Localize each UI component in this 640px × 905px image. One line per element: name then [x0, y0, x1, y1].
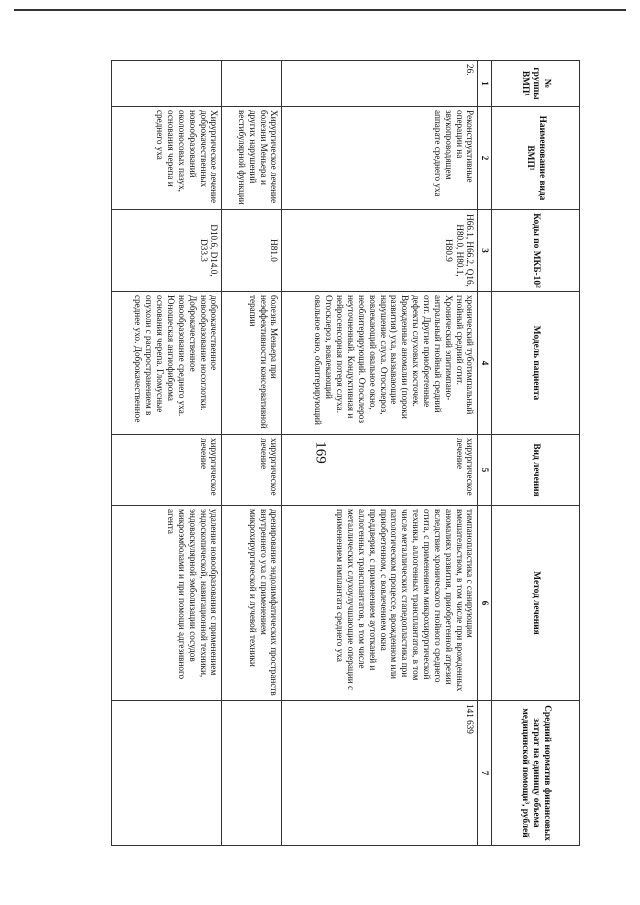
table-row [282, 61, 478, 846]
cell-codes: H81.0 [222, 210, 282, 292]
cell-name: Хирургическое лечение болезни Меньера и других нарушений вестибулярной функции [222, 107, 282, 210]
cell-cost [222, 701, 282, 846]
cell-group [222, 61, 282, 107]
top-rule [14, 9, 626, 11]
col-number: 1 [478, 61, 492, 107]
table-row [222, 61, 282, 846]
col-number: 3 [478, 210, 492, 292]
cell-cost [112, 701, 222, 846]
cell-treatment: хирургическое лечение [222, 435, 282, 506]
cell-codes: H66.1, H66.2, Q16, H80.0, H80.1, H80.9 [282, 210, 478, 292]
cell-treatment: хирургическое лечение [282, 435, 478, 506]
cell-name: Хирургическое лечение доброкачественных новообразований околоносовых пазух, основания черепа и среднего уха [112, 107, 222, 210]
header-method: Метод лечения [492, 506, 580, 701]
vmp-table [111, 60, 580, 846]
table-row [112, 61, 222, 846]
col-number: 5 [478, 435, 492, 506]
header-cost: Средний норматив финансовых затрат на единицу объема медицинской помощи³, рублей [492, 701, 580, 846]
column-number-row [478, 61, 492, 846]
cell-method: удаление новообразования с применением эндоскопической, навигационной техники, эндоваскулярной эмболизации сосудов микроэмболами и при помощи адгезивного агента [112, 506, 222, 701]
header-model: Модель пациента [492, 292, 580, 435]
cell-model: хронический туботимпальный гнойный средний отит. Хронический эпитимпано-антральный гнойный средний отит. Другие приобретенные дефекты слуховых косточек. Врожденные аномалии (пороки развития) уха, вызывающие нарушение слуха. Отосклероз, вовлекающий овальное окно, необлитерирующий. Отосклероз неуточненный. Кондуктивная и нейросенсорная потеря слуха. Отосклероз, вовлекающий овальное окно, облитерирующий [282, 292, 478, 435]
header-name: Наименование вида ВМП¹ [492, 107, 580, 210]
cell-cost: 141 639 [282, 701, 478, 846]
col-number: 2 [478, 107, 492, 210]
cell-model: доброкачественное новообразование носоглотки. Доброкачественное новообразование среднего уха. Юношеская ангиофиброма основания черепа. Гломусные опухоли с распространением в среднее ухо. Доброкачественное [112, 292, 222, 435]
cell-method: дренирование эндолимфатических пространств внутреннего уха с применением микрохирургической и лучевой техники [222, 506, 282, 701]
header-group: № группы ВМП¹ [492, 61, 580, 107]
col-number: 4 [478, 292, 492, 435]
page-number: 169 [312, 441, 329, 464]
cell-codes: D10.6, D14.0, D33.3 [112, 210, 222, 292]
col-number: 6 [478, 506, 492, 701]
cell-method: тимпанопластика с санирующим вмешательством, в том числе при врожденных аномалиях развития, приобретенной атрезии вследствие хронического гнойного среднего отита, с применением микрохирургической техники, аллогенных трансплантатов, в том числе металлических стапедопластика при патологическом процессе, врожденном или приобретенном, с вовлечением окна преддверия, с применением аутотканей и аллогенных трансплантатов, в том числе металлических слухоулучшающие операции с применением имплантата среднего уха [282, 506, 478, 701]
rotated-table-container [60, 60, 580, 845]
cell-group [112, 61, 222, 107]
header-treatment: Вид лечения [492, 435, 580, 506]
header-row [492, 61, 580, 846]
cell-name: Реконструктивные операции на звукопроводящем аппарате среднего уха [282, 107, 478, 210]
cell-treatment: хирургическое лечение [112, 435, 222, 506]
header-codes: Коды по МКБ-10² [492, 210, 580, 292]
cell-group: 26. [282, 61, 478, 107]
col-number: 7 [478, 701, 492, 846]
cell-model: болезнь Меньера при неэффективности консервативной терапии [222, 292, 282, 435]
